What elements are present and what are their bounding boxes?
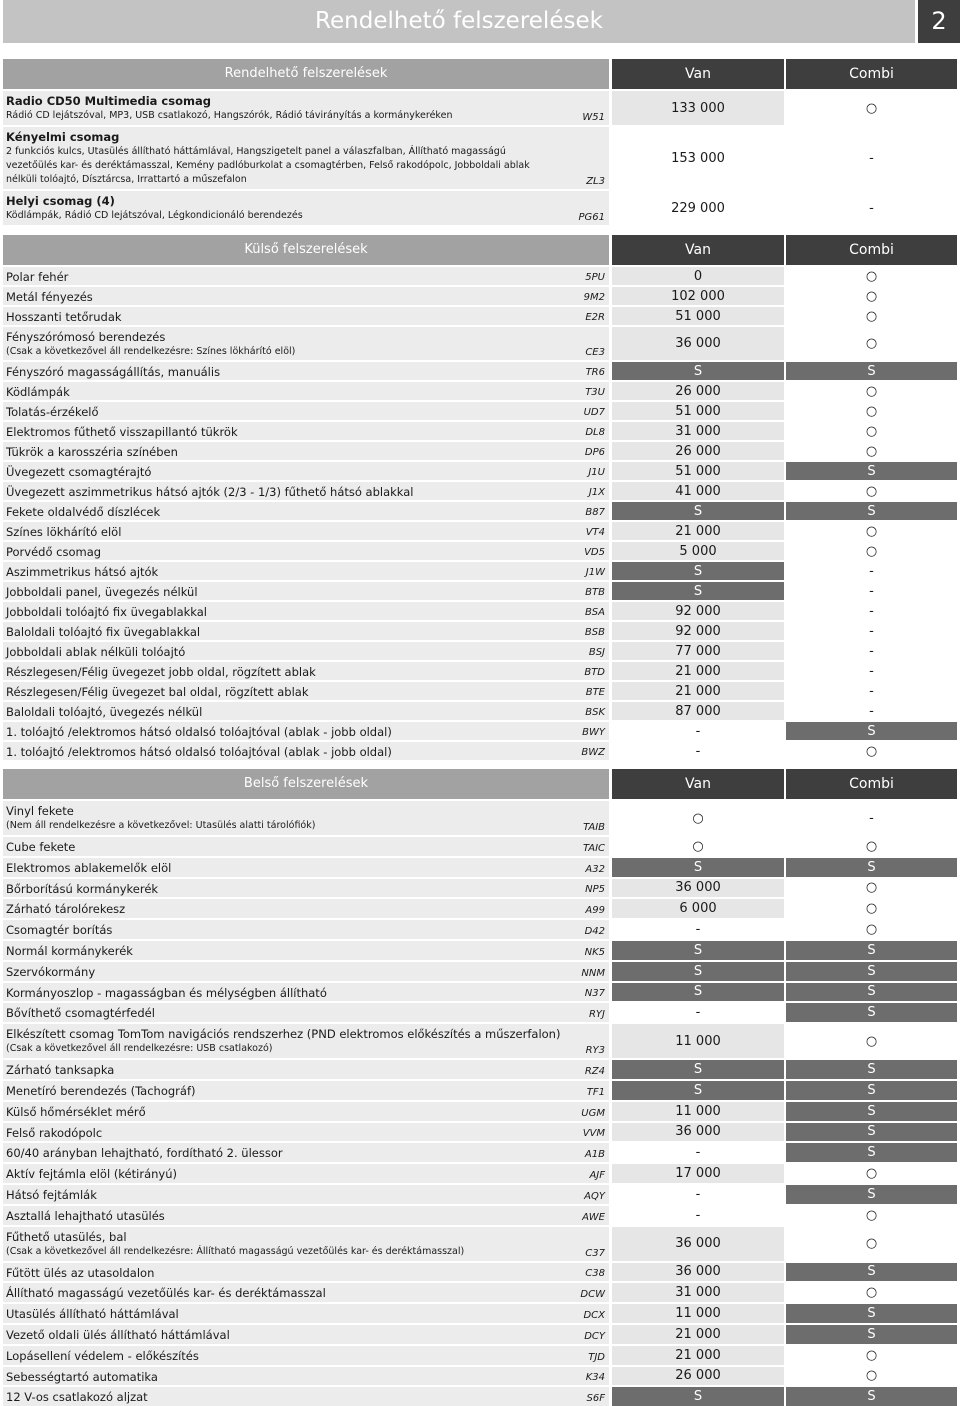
option-code: A1B [584, 1149, 605, 1161]
option-code: BSJ [588, 647, 605, 658]
van-price: ○ [612, 837, 784, 856]
van-price: 11 000 [612, 1304, 784, 1323]
van-price: 11 000 [612, 1102, 784, 1121]
option-code: A99 [585, 905, 605, 917]
table-row [3, 1143, 957, 1162]
van-price: 36 000 [612, 327, 784, 360]
table-row [3, 962, 957, 981]
van-price: 31 000 [612, 422, 784, 440]
option-name: Elkészített csomag TomTom navigációs rendszerhez (PND elektromos előkészítés a műszerfalon) [6, 1027, 561, 1042]
van-price: 36 000 [612, 879, 784, 898]
van-price: 0 [612, 267, 784, 285]
table-row [3, 307, 957, 325]
combi-availability: ○ [786, 1283, 957, 1302]
van-price: 21 000 [612, 1346, 784, 1365]
combi-availability: - [786, 702, 957, 720]
combi-availability: ○ [786, 91, 957, 125]
van-column-header: Van [612, 59, 784, 89]
option-name: Baloldali tolóajtó fix üvegablakkal [6, 625, 201, 639]
van-price: - [612, 742, 784, 760]
section-rows [3, 267, 957, 760]
van-price: 5 000 [612, 542, 784, 560]
option-name: Zárható tanksapka [6, 1063, 115, 1078]
table-row [3, 382, 957, 400]
option-code: N37 [584, 988, 605, 1000]
option-code: K34 [585, 1372, 605, 1384]
option-description: Ködlámpák, Rádió CD lejátszóval, Légkondicionáló berendezés [6, 210, 303, 221]
option-code: DP6 [584, 447, 605, 458]
option-name: Menetíró berendezés (Tachográf) [6, 1083, 196, 1098]
van-price: 21 000 [612, 662, 784, 680]
combi-availability: S [786, 1304, 957, 1323]
van-price: 41 000 [612, 482, 784, 500]
combi-availability: ○ [786, 382, 957, 400]
combi-availability: S [786, 1060, 957, 1079]
option-code: DCY [584, 1330, 605, 1342]
van-price: S [612, 1387, 784, 1406]
combi-availability: ○ [786, 327, 957, 360]
table-row [3, 1024, 957, 1058]
option-code: RYJ [588, 1009, 605, 1021]
van-price: 36 000 [612, 1227, 784, 1261]
option-name: Helyi csomag (4) [6, 194, 115, 208]
table-row [3, 722, 957, 740]
option-description: vezetőülés kar- és deréktámasszal, Kemény padlóburkolat a csomagtérben, Felső rakodópolc, Jobboldali ablak [6, 160, 530, 171]
option-code: DCX [583, 1309, 605, 1321]
table-row [3, 482, 957, 500]
table-row [3, 1325, 957, 1344]
van-price: S [612, 858, 784, 877]
van-price: S [612, 1060, 784, 1079]
table-row [3, 682, 957, 700]
option-code: PG61 [578, 212, 605, 223]
table-row [3, 1283, 957, 1302]
option-code: AQY [584, 1190, 605, 1202]
combi-availability: - [786, 801, 957, 835]
combi-availability: S [786, 722, 957, 740]
option-name: Radio CD50 Multimedia csomag [6, 94, 211, 108]
van-column-header: Van [612, 235, 784, 265]
option-code: DL8 [585, 427, 605, 438]
van-price: S [612, 582, 784, 600]
option-name: 1. tolóajtó /elektromos hátsó oldalsó tolóajtóval (ablak - jobb oldal) [6, 745, 392, 759]
option-description: nélküli tolóajtó, Dísztárcsa, Irrattartó a műszefalon [6, 174, 247, 185]
option-code: A32 [585, 863, 605, 875]
option-code: DCW [580, 1289, 605, 1301]
option-name: Porvédő csomag [6, 545, 102, 559]
option-name: Kormányoszlop - magasságban és mélységben állítható [6, 985, 327, 1000]
combi-availability: - [786, 622, 957, 640]
option-name: Baloldali tolóajtó, üvegezés nélkül [6, 705, 203, 719]
combi-availability: ○ [786, 307, 957, 325]
table-row [3, 742, 957, 760]
option-code: AWE [582, 1211, 605, 1223]
option-name: Felső rakodópolc [6, 1125, 103, 1140]
combi-availability: ○ [786, 422, 957, 440]
combi-column-header: Combi [786, 235, 957, 265]
option-name: Fűtött ülés az utasoldalon [6, 1265, 155, 1280]
option-name: Részlegesen/Félig üvegezet bal oldal, rögzített ablak [6, 685, 309, 699]
table-row [3, 1123, 957, 1142]
option-name: Sebességtartó automatika [6, 1369, 158, 1384]
combi-availability: S [786, 1123, 957, 1142]
combi-availability: ○ [786, 542, 957, 560]
van-price: - [612, 1185, 784, 1204]
option-name: 60/40 arányban lehajtható, fordítható 2. ülessor [6, 1146, 283, 1161]
option-name: Üvegezett aszimmetrikus hátsó ajtók (2/3 - 1/3) fűthető hátsó ablakkal [6, 485, 414, 499]
option-name: Cube fekete [6, 840, 76, 854]
combi-availability: - [786, 642, 957, 660]
option-code: RY3 [585, 1045, 605, 1057]
van-price: S [612, 362, 784, 380]
option-name: Hosszanti tetőrudak [6, 310, 122, 324]
combi-column-header: Combi [786, 59, 957, 89]
combi-availability: ○ [786, 1164, 957, 1183]
table-row [3, 1102, 957, 1121]
option-code: NP5 [585, 884, 605, 896]
van-price: 26 000 [612, 382, 784, 400]
combi-availability: ○ [786, 482, 957, 500]
van-price: S [612, 962, 784, 981]
table-row [3, 1003, 957, 1022]
combi-availability: S [786, 1003, 957, 1022]
combi-availability: ○ [786, 899, 957, 918]
van-price: 21 000 [612, 1325, 784, 1344]
van-price: 77 000 [612, 642, 784, 660]
option-name: Metál fényezés [6, 290, 93, 304]
option-code: TR6 [585, 367, 605, 378]
combi-availability: ○ [786, 837, 957, 856]
option-code: AJF [589, 1169, 605, 1181]
option-name: Tolatás-érzékelő [6, 405, 99, 419]
combi-availability: ○ [786, 879, 957, 898]
table-row [3, 1263, 957, 1282]
table-row [3, 522, 957, 540]
van-price: - [612, 722, 784, 740]
table-row [3, 502, 957, 520]
table-row [3, 327, 957, 360]
table-row [3, 1185, 957, 1204]
table-row [3, 1227, 957, 1261]
table-row [3, 702, 957, 720]
table-row [3, 662, 957, 680]
table-row [3, 642, 957, 660]
table-row [3, 562, 957, 580]
combi-availability: - [786, 127, 957, 189]
combi-availability: ○ [786, 1227, 957, 1261]
van-price: 31 000 [612, 1283, 784, 1302]
van-price: 11 000 [612, 1024, 784, 1058]
option-code: TAIB [583, 822, 605, 833]
option-name: Fűthető utasülés, bal [6, 1229, 127, 1244]
combi-availability: - [786, 562, 957, 580]
van-price: 21 000 [612, 682, 784, 700]
combi-availability: ○ [786, 442, 957, 460]
option-name: Bőrborítású kormánykerék [6, 881, 159, 896]
combi-availability: S [786, 1143, 957, 1162]
option-code: VD5 [584, 547, 605, 558]
option-name: 12 V-os csatlakozó aljzat [6, 1390, 148, 1405]
table-row [3, 191, 957, 225]
option-name: Külső hőmérséklet mérő [6, 1104, 146, 1119]
van-price: S [612, 562, 784, 580]
van-price: 87 000 [612, 702, 784, 720]
table-row [3, 1060, 957, 1079]
van-price: - [612, 920, 784, 939]
van-price: 229 000 [612, 191, 784, 225]
option-name: Üvegezett csomagtérajtó [6, 465, 152, 479]
option-code: VT4 [585, 527, 605, 538]
combi-availability: S [786, 983, 957, 1002]
table-row [3, 1367, 957, 1386]
combi-availability: S [786, 1185, 957, 1204]
page-title: Rendelhető felszerelések [3, 0, 915, 43]
option-name: Vinyl fekete [6, 804, 74, 818]
option-name: Fekete oldalvédő díszlécek [6, 505, 161, 519]
table-row [3, 267, 957, 285]
option-code: 9M2 [583, 292, 605, 303]
combi-availability: ○ [786, 1367, 957, 1386]
option-name: Ködlámpák [6, 385, 70, 399]
combi-availability: ○ [786, 287, 957, 305]
section-title: Rendelhető felszerelések [3, 59, 609, 89]
table-row [3, 622, 957, 640]
option-description: (Csak a következővel áll rendelkezésre: Színes lökhárító elöl) [6, 346, 296, 357]
combi-column-header: Combi [786, 769, 957, 799]
option-code: NK5 [584, 946, 605, 958]
van-column-header: Van [612, 769, 784, 799]
van-price: S [612, 502, 784, 520]
option-name: Bővíthető csomagtérfedél [6, 1006, 155, 1021]
van-price: 153 000 [612, 127, 784, 189]
option-code: D42 [584, 925, 605, 937]
combi-availability: ○ [786, 1346, 957, 1365]
option-description: Rádió CD lejátszóval, MP3, USB csatlakozó, Hangszórók, Rádió távirányítás a kormánykeréken [6, 110, 453, 121]
van-price: S [612, 1081, 784, 1100]
option-name: Fényszóró magasságállítás, manuális [6, 365, 221, 379]
option-name: Aszimmetrikus hátsó ajtók [6, 565, 159, 579]
van-price: 21 000 [612, 522, 784, 540]
table-row [3, 542, 957, 560]
option-description: (Nem áll rendelkezésre a következővel: Utasülés alatti tárolófiók) [6, 820, 316, 831]
combi-availability: - [786, 191, 957, 225]
option-code: S6F [586, 1393, 605, 1405]
van-price: 36 000 [612, 1123, 784, 1142]
combi-availability: S [786, 941, 957, 960]
option-name: Lopásellení védelem - előkészítés [6, 1348, 199, 1363]
option-code: BTD [584, 667, 605, 678]
table-row [3, 442, 957, 460]
table-row [3, 837, 957, 856]
table-row [3, 1346, 957, 1365]
table-row [3, 362, 957, 380]
combi-availability: ○ [786, 742, 957, 760]
option-name: Jobboldali ablak nélküli tolóajtó [6, 645, 186, 659]
option-name: Színes lökhárító elöl [6, 525, 122, 539]
option-name: Zárható tárolórekesz [6, 902, 126, 917]
section-title: Külső felszerelések [3, 235, 609, 265]
combi-availability: S [786, 1325, 957, 1344]
combi-availability: S [786, 962, 957, 981]
combi-availability: S [786, 462, 957, 480]
option-name: Tükrök a karosszéria színében [6, 445, 178, 459]
section-options-packages [3, 59, 957, 225]
option-name: Vezető oldali ülés állítható háttámlával [6, 1327, 230, 1342]
option-code: BWY [582, 727, 605, 738]
van-price: 51 000 [612, 402, 784, 420]
option-code: VVM [582, 1128, 605, 1140]
table-row [3, 983, 957, 1002]
section-exterior [3, 235, 957, 760]
table-row [3, 402, 957, 420]
van-price: 92 000 [612, 622, 784, 640]
combi-availability: ○ [786, 522, 957, 540]
table-row [3, 422, 957, 440]
table-row [3, 1206, 957, 1225]
combi-availability: - [786, 582, 957, 600]
table-row [3, 941, 957, 960]
van-price: ○ [612, 801, 784, 835]
section-interior [3, 769, 957, 1406]
table-row [3, 127, 957, 189]
combi-availability: ○ [786, 920, 957, 939]
option-name: Polar fehér [6, 270, 69, 284]
option-code: BTB [585, 587, 605, 598]
option-code: ZL3 [586, 176, 605, 187]
option-code: J1U [588, 467, 605, 478]
option-name: 1. tolóajtó /elektromos hátsó oldalsó tolóajtóval (ablak - jobb oldal) [6, 725, 392, 739]
section-header [3, 59, 957, 89]
table-row [3, 920, 957, 939]
van-price: - [612, 1143, 784, 1162]
option-code: BSK [585, 707, 605, 718]
table-row [3, 879, 957, 898]
option-code: J1W [585, 567, 605, 578]
option-name: Jobboldali panel, üvegezés nélkül [6, 585, 198, 599]
combi-availability: ○ [786, 1024, 957, 1058]
combi-availability: S [786, 502, 957, 520]
section-header [3, 235, 957, 265]
option-name: Normál kormánykerék [6, 943, 133, 958]
van-price: - [612, 1003, 784, 1022]
option-description: (Csak a következővel áll rendelkezésre: Állítható magasságú vezetőülés kar- és deréktámasszal) [6, 1245, 465, 1257]
option-code: C37 [585, 1247, 605, 1259]
option-description: (Csak a következővel áll rendelkezésre: USB csatlakozó) [6, 1043, 273, 1055]
combi-availability: ○ [786, 402, 957, 420]
section-rows [3, 801, 957, 1406]
combi-availability: S [786, 1102, 957, 1121]
van-price: S [612, 941, 784, 960]
option-name: Állítható magasságú vezetőülés kar- és deréktámasszal [6, 1286, 326, 1301]
combi-availability: ○ [786, 267, 957, 285]
van-price: 36 000 [612, 1263, 784, 1282]
option-name: Asztallá lehajtható utasülés [6, 1208, 165, 1223]
table-row [3, 801, 957, 835]
option-code: TF1 [586, 1086, 605, 1098]
page-number: 2 [918, 0, 960, 43]
combi-availability: - [786, 662, 957, 680]
option-code: RZ4 [584, 1065, 605, 1077]
option-code: UD7 [583, 407, 605, 418]
van-price: 26 000 [612, 442, 784, 460]
option-name: Elektromos fűthető visszapillantó tükrök [6, 425, 238, 439]
option-code: 5PU [585, 272, 605, 283]
combi-availability: - [786, 602, 957, 620]
option-name: Kényelmi csomag [6, 130, 120, 144]
combi-availability: - [786, 682, 957, 700]
option-code: C38 [585, 1268, 605, 1280]
van-price: 92 000 [612, 602, 784, 620]
table-row [3, 1081, 957, 1100]
table-row [3, 858, 957, 877]
option-code: T3U [585, 387, 605, 398]
option-name: Részlegesen/Félig üvegezet jobb oldal, rögzített ablak [6, 665, 316, 679]
van-price: 26 000 [612, 1367, 784, 1386]
table-row [3, 602, 957, 620]
option-name: Fényszórómosó berendezés [6, 330, 166, 344]
option-name: Elektromos ablakemelők elöl [6, 860, 172, 875]
option-code: CE3 [585, 347, 605, 358]
option-description: 2 funkciós kulcs, Utasülés állítható háttámlával, Hangszigetelt panel a válaszfalban, Állítható magasságú [6, 146, 506, 157]
van-price: 17 000 [612, 1164, 784, 1183]
combi-availability: S [786, 362, 957, 380]
option-code: BSA [584, 607, 605, 618]
table-row [3, 582, 957, 600]
option-name: Csomagtér borítás [6, 923, 113, 938]
option-code: TJD [588, 1351, 605, 1363]
van-price: 6 000 [612, 899, 784, 918]
section-title: Belső felszerelések [3, 769, 609, 799]
option-code: BWZ [581, 747, 605, 758]
option-code: B87 [585, 507, 605, 518]
option-name: Aktív fejtámla elöl (kétirányú) [6, 1167, 177, 1182]
table-row [3, 1164, 957, 1183]
option-code: W51 [582, 112, 605, 123]
title-bar [3, 0, 957, 43]
section-header [3, 769, 957, 799]
option-code: E2R [585, 312, 605, 323]
combi-availability: S [786, 1263, 957, 1282]
option-code: UGM [581, 1107, 605, 1119]
combi-availability: ○ [786, 1206, 957, 1225]
table-row [3, 899, 957, 918]
van-price: 51 000 [612, 307, 784, 325]
option-code: BSB [584, 627, 605, 638]
option-code: J1X [588, 487, 605, 498]
option-name: Hátsó fejtámlák [6, 1187, 97, 1202]
combi-availability: S [786, 1081, 957, 1100]
van-price: 133 000 [612, 91, 784, 125]
option-name: Utasülés állítható háttámlával [6, 1307, 179, 1322]
van-price: - [612, 1206, 784, 1225]
table-row [3, 1304, 957, 1323]
table-row [3, 91, 957, 125]
option-code: TAIC [583, 842, 605, 854]
option-code: BTE [585, 687, 605, 698]
combi-availability: S [786, 1387, 957, 1406]
combi-availability: S [786, 858, 957, 877]
van-price: 51 000 [612, 462, 784, 480]
table-row [3, 287, 957, 305]
van-price: 102 000 [612, 287, 784, 305]
table-row [3, 462, 957, 480]
option-name: Jobboldali tolóajtó fix üvegablakkal [6, 605, 207, 619]
table-row [3, 1387, 957, 1406]
option-code: NNM [581, 967, 605, 979]
option-name: Szervókormány [6, 964, 96, 979]
van-price: S [612, 983, 784, 1002]
